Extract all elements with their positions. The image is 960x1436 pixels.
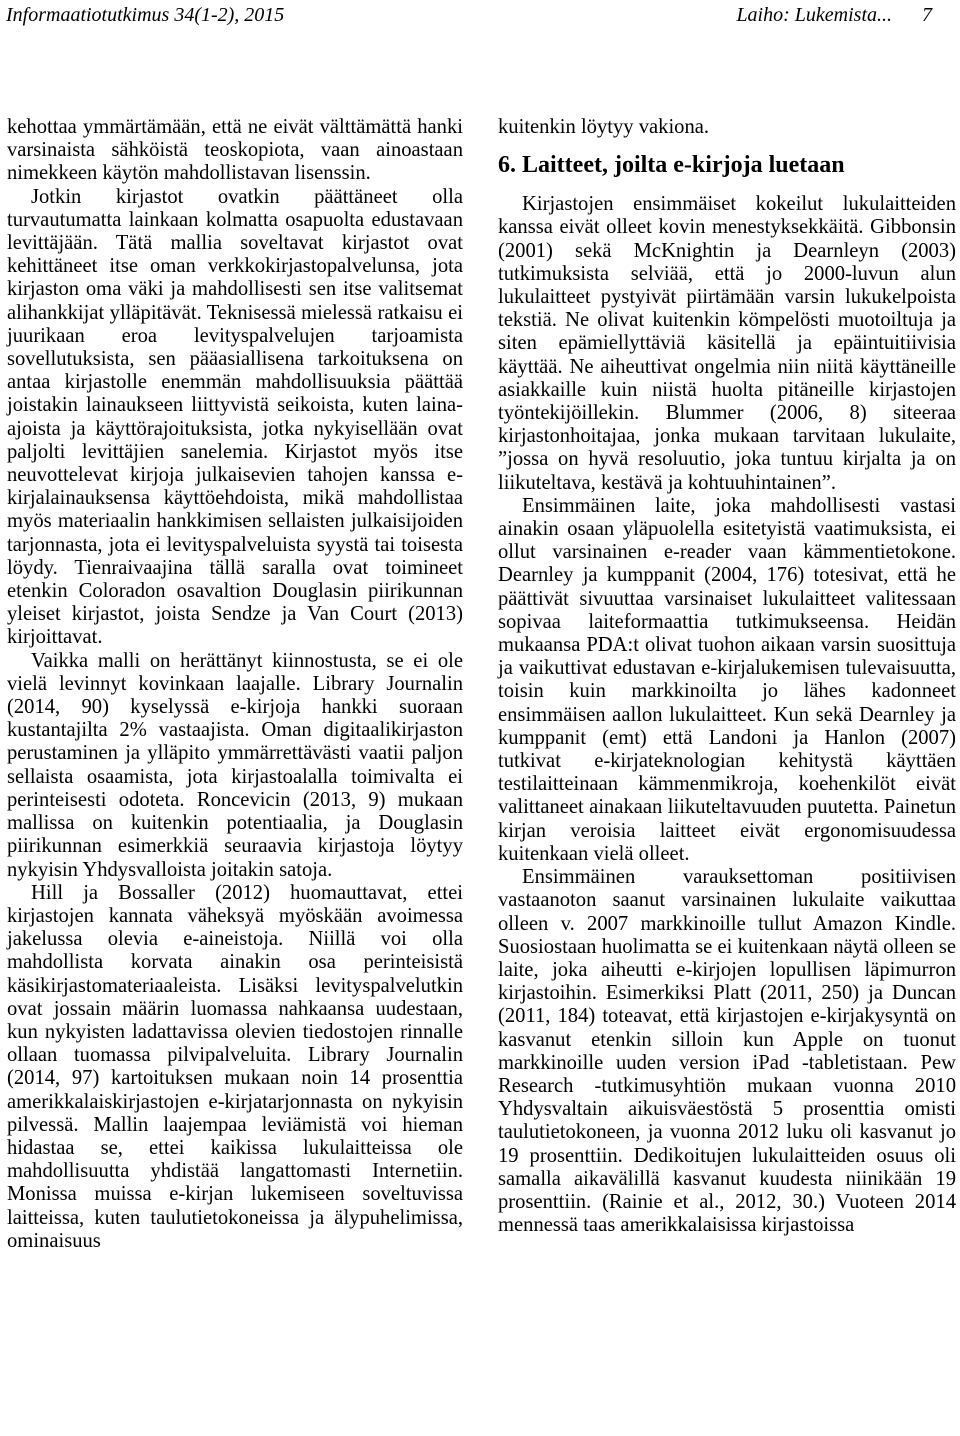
paragraph: Ensimmäinen laite, joka mahdollisesti vastasi ainakin osaan yläpuolella esitetyistä vaatimuksista, ei ollut varsinainen e-reader vaan kämmentietokone. Dearnley ja kumppanit (2004, 176) totesivat, että he päättivät sivuuttaa varsinaiset lukulaitteet valitessaan sopivaa laiteformaattia tutkimukseensa. Heidän mukaansa PDA:t olivat tuohon aikaan varsin suosittuja ja vaikuttivat edustavan e-kirjalukemisen tulevaisuutta, toisin kuin markkinoilta jo lähes kadonneet ensimmäisen aallon lukulaitteet. Kun sekä Dearnley ja kumppanit (emt) että Landoni ja Hanlon (2007) tutkivat e-kirjateknologian kehitystä käyttäen testilaitteinaan kämmenmikroja, koehenkilöt eivät valittaneet ainakaan liikuteltavuuden puutetta. Painetun kirjan veroisia laitteet eivät ergonomisuudessa kuitenkaan vielä olleet. bbox=[498, 494, 956, 865]
paragraph: kehottaa ymmärtämään, että ne eivät välttämättä hanki varsinaista sähköistä teoskopiota, vaan ainoastaan nimekkeen käytön mahdollistavan lisenssin. bbox=[7, 116, 463, 185]
paragraph: Hill ja Bossaller (2012) huomauttavat, ettei kirjastojen kannata väheksyä myöskään avoimessa jakelussa olevia e-aineistoja. Niillä voi olla mahdollista korvata ainakin osa perinteisistä käsikirjastomateriaaleista. Lisäksi levityspalvelutkin ovat jossain määrin luomassa nahkaansa uudestaan, kun nykyisten ladattavissa olevien tiedostojen rinnalle ollaan tuomassa pilvipalveluita. Library Journalin (2014, 97) kartoituksen mukaan noin 14 prosenttia amerikkalaiskirjastojen e-kirjatarjonnasta on nykyisin pilvessä. Mallin laajempaa leviämistä voi hieman hidastaa se, ettei kaikissa lukulaitteissa ole mahdollisuutta yhdistää langattomasti Internetiin. Monissa muissa e-kirjan lukemiseen soveltuvissa laitteissa, kuten taulutietokoneissa ja älypuhelimissa, ominaisuus bbox=[7, 881, 463, 1252]
paragraph: Jotkin kirjastot ovatkin päättäneet olla turvautumatta lainkaan kolmatta osapuolta edustavaan levittäjään. Tätä mallia soveltavat kirjastot ovat kehittäneet itse oman verkkokirjastopalvelunsa, jota kirjaston oma väki ja mahdollisesti sen itse valitsemat alihankkijat ylläpitävät. Teknisessä mielessä ratkaisu ei juurikaan eroa levityspalvelujen tarjoamista sovellutuksista, sen pääasiallisena tarkoituksena on antaa kirjastolle enemmän mahdollisuuksia päättää joistakin lainaukseen liittyvistä seikoista, kuten laina-ajoista ja käyttörajoituksista, jotka nykyisellään ovat paljolti levittäjien sanelemia. Kirjastot myös itse neuvottelevat kirjoja julkaisevien tahojen kanssa e-kirjalainauksensa käyttöehdoista, mikä mahdollistaa myös materiaalin hankkimisen sellaisten julkaisijoiden tarjonnasta, jota ei levityspalveluista syystä tai toisesta löydy. Tienraivaajina tällä saralla ovat toimineet etenkin Coloradon osavaltion Douglasin piirikunnan yleiset kirjastot, joista Sendze ja Van Court (2013) kirjoittavat. bbox=[7, 185, 463, 649]
page-number: 7 bbox=[922, 4, 932, 26]
page-header bbox=[6, 4, 932, 34]
paragraph: Vaikka malli on herättänyt kiinnostusta, se ei ole vielä levinnyt kovinkaan laajalle. Library Journalin (2014, 90) kyselyssä e-kirjoja hankki suoraan kustantajilta 2% vastaajista. Oman digitaalikirjaston perustaminen ja ylläpito ymmärrettävästi vaatii paljon sellaista osaamista, jota kirjastoalalla toimivalta ei perinteisesti odoteta. Roncevicin (2013, 9) mukaan mallissa on kuitenkin potentiaalia, ja Douglasin piirikunnan esimerkkiä seuraavia kirjastoja löytyy nykyisin Yhdysvalloista joitakin satoja. bbox=[7, 649, 463, 881]
left-column bbox=[7, 116, 463, 1253]
running-title: Laiho: Lukemista... bbox=[736, 4, 892, 26]
right-column bbox=[498, 116, 956, 1237]
paragraph: kuitenkin löytyy vakiona. bbox=[498, 116, 710, 138]
paragraph: Ensimmäinen varauksettoman positiivisen vastaanoton saanut varsinainen lukulaite vaikuttaa olleen v. 2007 markkinoille tullut Amazon Kindle. Suosiostaan huolimatta se ei kuitenkaan näytä olleen se laite, joka aiheutti e-kirjojen lopullisen läpimurron kirjastoihin. Esimerkiksi Platt (2011, 250) ja Duncan (2011, 184) toteavat, että kirjastojen e-kirjakysyntä on kasvanut etenkin silloin kun Apple on tuonut markkinoille uuden version iPad -tabletistaan. Pew Research -tutkimusyhtiön mukaan vuonna 2010 Yhdysvaltain aikuisväestöstä 5 prosenttia omisti taulutietokoneen, ja vuonna 2012 luku oli kasvanut jo 19 prosenttiin. Dedikoitujen lukulaitteiden osuus oli samalla aikavälillä kasvanut kuudesta niinikään 19 prosenttiin. (Rainie et al., 2012, 30.) Vuoteen 2014 mennessä taas amerikkalaisissa kirjastoissa bbox=[498, 866, 956, 1237]
section-heading: 6. Laitteet, joilta e-kirjoja luetaan bbox=[498, 152, 845, 179]
journal-citation: Informaatiotutkimus 34(1-2), 2015 bbox=[6, 4, 285, 26]
paragraph: Kirjastojen ensimmäiset kokeilut lukulaitteiden kanssa eivät olleet kovin menestyksekkäitä. Gibbonsin (2001) sekä McKnightin ja Dearnleyn (2003) tutkimuksista selviää, että jo 2000-luvun alun lukulaitteet pystyivät piirtämään varsin lukukelpoista tekstiä. Ne olivat kuitenkin kömpelösti muotoiltuja ja siten epämiellyttäviä käsitellä ja epäintuitiivisia käyttää. Ne aiheuttivat ongelmia niin niitä käyttäneille asiakkaille kuin niistä huolta pitäneille kirjastojen työntekijöillekin. Blummer (2006, 8) siteeraa kirjastonhoitajaa, jonka mukaan tarvitaan lukulaite, ”jossa on hyvä resoluutio, joka tuntuu kirjalta ja on liikuteltava, kestävä ja kohtuuhintainen”. bbox=[498, 193, 956, 494]
